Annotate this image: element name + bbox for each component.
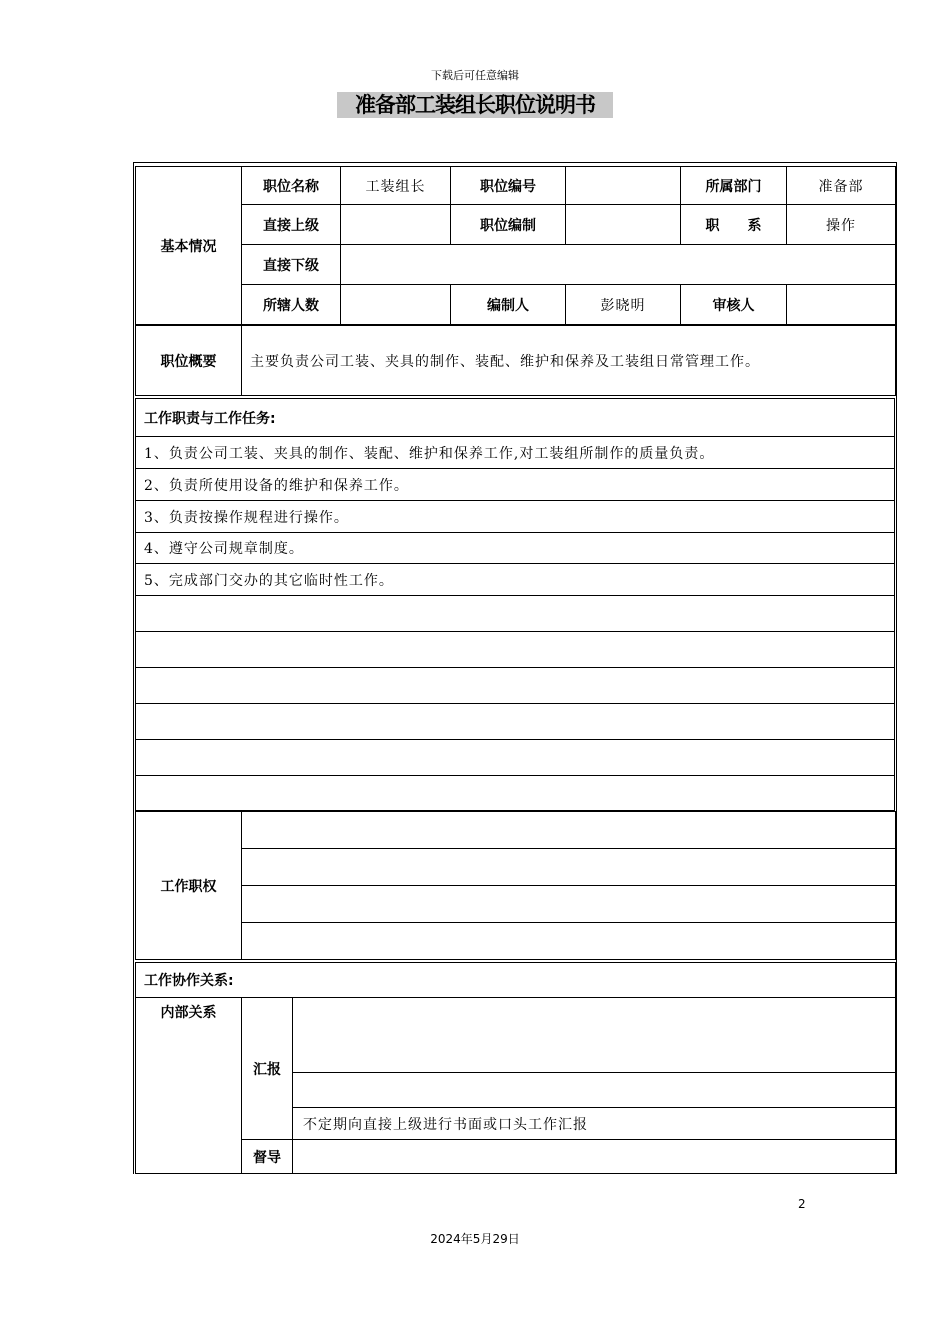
internal-relation-label: 内部关系 [136, 998, 242, 1174]
superior-value [341, 205, 451, 245]
duty-item: 2、负责所使用设备的维护和保养工作。 [136, 469, 895, 501]
duty-blank-row [136, 632, 895, 668]
author-label: 编制人 [451, 285, 566, 325]
reviewer-label: 审核人 [681, 285, 787, 325]
basic-info-label: 基本情况 [136, 167, 242, 325]
duties-heading: 工作职责与工作任务: [136, 399, 895, 437]
report-blank-row [293, 998, 896, 1073]
cooperation-table [135, 962, 896, 1174]
subordinate-value [341, 245, 896, 285]
duty-blank-row [136, 596, 895, 632]
superior-label: 直接上级 [242, 205, 341, 245]
supervise-blank-row [293, 1140, 896, 1174]
department-label: 所属部门 [681, 167, 787, 205]
duty-blank-row [136, 740, 895, 776]
cooperation-heading: 工作协作关系: [136, 963, 896, 998]
position-no-label: 职位编号 [451, 167, 566, 205]
department-value: 准备部 [787, 167, 896, 205]
duty-item: 5、完成部门交办的其它临时性工作。 [136, 564, 895, 596]
authority-table [135, 811, 896, 960]
basic-info-table [135, 166, 896, 325]
series-value: 操作 [787, 205, 896, 245]
document-title: 准备部工装组长职位说明书 [337, 92, 613, 118]
page-number: 2 [798, 1197, 806, 1211]
authority-blank-row [242, 849, 896, 886]
authority-blank-row [242, 812, 896, 849]
authority-blank-row [242, 923, 896, 960]
summary-text: 主要负责公司工装、夹具的制作、装配、维护和保养及工装组日常管理工作。 [242, 326, 896, 396]
report-blank-row [293, 1073, 896, 1108]
summary-label: 职位概要 [136, 326, 242, 396]
authority-label: 工作职权 [136, 812, 242, 960]
authority-blank-row [242, 886, 896, 923]
author-value: 彭晓明 [566, 285, 681, 325]
duty-item: 4、遵守公司规章制度。 [136, 533, 895, 564]
reviewer-value [787, 285, 896, 325]
headcount-label: 所辖人数 [242, 285, 341, 325]
position-name-value: 工装组长 [341, 167, 451, 205]
position-no-value [566, 167, 681, 205]
series-label: 职 系 [681, 205, 787, 245]
staffing-value [566, 205, 681, 245]
duty-blank-row [136, 776, 895, 811]
position-name-label: 职位名称 [242, 167, 341, 205]
duty-item: 1、负责公司工装、夹具的制作、装配、维护和保养工作,对工装组所制作的质量负责。 [136, 437, 895, 469]
report-text: 不定期向直接上级进行书面或口头工作汇报 [293, 1108, 896, 1140]
headcount-value [341, 285, 451, 325]
duty-blank-row [136, 704, 895, 740]
summary-table [135, 325, 896, 396]
subordinate-label: 直接下级 [242, 245, 341, 285]
duty-blank-row [136, 668, 895, 704]
staffing-label: 职位编制 [451, 205, 566, 245]
duty-item: 3、负责按操作规程进行操作。 [136, 501, 895, 533]
duties-table [135, 398, 895, 811]
supervise-label: 督导 [242, 1140, 293, 1174]
header-note: 下载后可任意编辑 [431, 69, 519, 82]
report-label: 汇报 [242, 998, 293, 1140]
footer-date: 2024年5月29日 [430, 1232, 520, 1246]
